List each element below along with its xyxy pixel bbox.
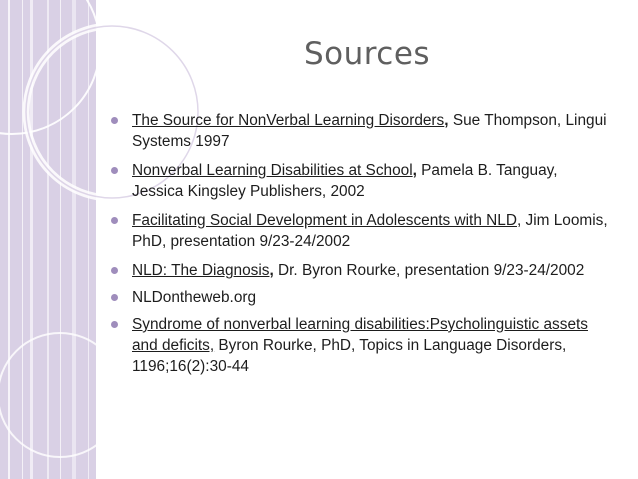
source-separator: , <box>412 162 417 179</box>
decor-circle <box>0 0 100 134</box>
source-details: Jim Loomis, PhD, presentation 9/23-24/2002 <box>132 212 608 250</box>
source-website: NLDontheweb.org <box>132 289 257 306</box>
source-separator: , <box>269 262 274 279</box>
source-details: Sue Thompson, Lingui Systems 1997 <box>132 112 607 150</box>
bullet-icon <box>111 117 118 124</box>
source-separator: , <box>516 212 522 229</box>
bullet-icon <box>111 267 118 274</box>
source-item <box>110 110 610 152</box>
source-separator: , <box>444 112 449 129</box>
source-item <box>110 260 610 281</box>
source-item <box>110 314 610 377</box>
source-title-link[interactable]: The Source for NonVerbal Learning Disorders <box>132 112 445 129</box>
source-title-link[interactable]: Nonverbal Learning Disabilities at School <box>132 162 413 179</box>
sources-list <box>110 110 610 385</box>
bullet-icon <box>111 217 118 224</box>
source-details: Pamela B. Tanguay, Jessica Kingsley Publishers, 2002 <box>132 162 558 200</box>
source-details: Dr. Byron Rourke, presentation 9/23-24/2002 <box>273 262 585 279</box>
source-title-link[interactable]: Facilitating Social Development in Adolescents with NLD <box>132 212 517 229</box>
bullet-icon <box>111 294 118 301</box>
source-title-link[interactable]: NLD: The Diagnosis <box>132 262 270 279</box>
source-item <box>110 160 610 202</box>
source-title-link[interactable]: Syndrome of nonverbal learning disabilities:Psycholinguistic assets and deficits, <box>132 316 588 354</box>
decor-circle <box>0 333 122 457</box>
source-details: Byron Rourke, PhD, Topics in Language Disorders, 1196;16(2):30-44 <box>132 337 567 375</box>
bullet-icon <box>111 321 118 328</box>
source-item <box>110 287 610 308</box>
bullet-icon <box>111 167 118 174</box>
source-item <box>110 210 610 252</box>
slide-title: Sources <box>303 36 431 72</box>
